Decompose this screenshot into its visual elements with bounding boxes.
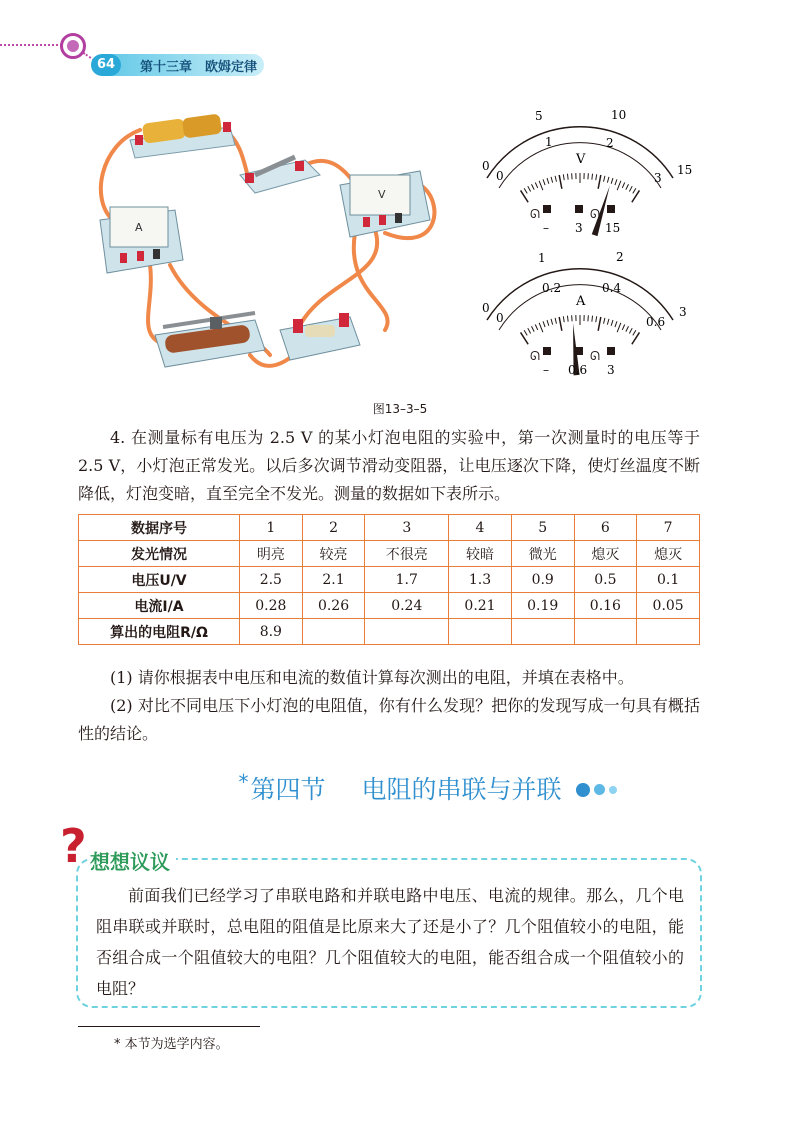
dial-tick bbox=[559, 317, 562, 331]
table-cell: 微光 bbox=[511, 541, 574, 567]
voltmeter-terminal-15: 15 bbox=[605, 221, 621, 235]
voltmeter-terminals bbox=[530, 205, 620, 235]
ammeter-inner-06: 0.6 bbox=[646, 315, 666, 329]
dial-tick bbox=[555, 176, 556, 182]
row-label: 电压U/V bbox=[79, 567, 240, 593]
voltmeter-dial bbox=[470, 108, 695, 238]
question-2: (2) 对比不同电压下小灯泡的电阻值，你有什么发现？把你的发现写成一句具有概括性的结论。 bbox=[78, 696, 700, 743]
row-label: 发光情况 bbox=[79, 541, 240, 567]
dial-tick bbox=[551, 319, 553, 325]
dial-tick bbox=[611, 178, 613, 184]
dial-tick bbox=[626, 184, 629, 189]
ammeter-terminal-minus: – bbox=[543, 363, 549, 377]
dial-tick bbox=[524, 188, 527, 193]
table-cell: 0.28 bbox=[240, 593, 303, 619]
table-cell: 2 bbox=[302, 515, 365, 541]
rheostat-icon bbox=[155, 313, 265, 367]
voltmeter-ticks bbox=[521, 173, 640, 202]
footnote-rule bbox=[78, 1026, 260, 1027]
dial-tick bbox=[626, 326, 629, 331]
terminal-screw-icon: ᘏ bbox=[590, 207, 600, 221]
svg-text:?: ? bbox=[60, 819, 87, 870]
table-cell: 1.7 bbox=[365, 567, 449, 593]
dial-tick bbox=[596, 316, 597, 322]
dial-tick bbox=[598, 317, 601, 331]
table-cell: 4 bbox=[449, 515, 512, 541]
header-ring-icon bbox=[60, 33, 86, 59]
table-row bbox=[79, 515, 700, 541]
dial-tick bbox=[598, 175, 601, 189]
table-cell: 6 bbox=[574, 515, 637, 541]
table-cell: 0.5 bbox=[574, 567, 637, 593]
dial-tick bbox=[622, 182, 624, 187]
ammeter-outer-0: 0 bbox=[482, 301, 490, 315]
ammeter-inner-0: 0 bbox=[496, 311, 504, 325]
table-cell: 1 bbox=[240, 515, 303, 541]
table-cell: 熄灭 bbox=[637, 541, 700, 567]
dial-tick bbox=[592, 316, 593, 322]
think-discuss-title: 想想议议 bbox=[88, 846, 176, 875]
table-cell: 较亮 bbox=[302, 541, 365, 567]
voltmeter-inner-2: 2 bbox=[606, 136, 614, 150]
table-cell: 0.19 bbox=[511, 593, 574, 619]
ammeter-ticks bbox=[521, 315, 640, 344]
table-row bbox=[79, 593, 700, 619]
dial-tick bbox=[524, 330, 527, 335]
dial-tick bbox=[543, 321, 545, 327]
switch-icon bbox=[240, 157, 320, 193]
dial-tick bbox=[559, 175, 562, 189]
ammeter-outer-1: 1 bbox=[538, 251, 546, 265]
voltmeter-inner-3: 3 bbox=[654, 171, 662, 185]
ammeter-dial bbox=[470, 250, 695, 380]
figure-caption: 图13–3–5 bbox=[372, 402, 428, 416]
row-label: 算出的电阻R/Ω bbox=[79, 619, 240, 645]
ammeter-unit: A bbox=[576, 294, 586, 309]
section-title: 电阻的串联与并联 bbox=[361, 775, 562, 804]
battery-icon bbox=[130, 113, 235, 158]
ammeter-terminal-06: 0.6 bbox=[568, 363, 588, 377]
dial-tick bbox=[596, 174, 597, 180]
dial-tick bbox=[539, 181, 543, 190]
think-discuss-text: 前面我们已经学习了串联电路和并联电路中电压、电流的规律。那么，几个电阻串联或并联时，总电阻的阻值是比原来大了还是小了？几个阻值较小的电阻，能否组合成一个阻值较大的电阻？几个阻值较大的电阻，能否组合成一个阻值较小的电阻？ bbox=[96, 886, 684, 998]
dial-tick bbox=[604, 318, 605, 324]
section-number: 第四节 bbox=[250, 775, 326, 804]
voltmeter-terminal-3: 3 bbox=[575, 221, 583, 235]
table-cell: 不很亮 bbox=[365, 541, 449, 567]
table-cell: 8.9 bbox=[240, 619, 303, 645]
voltmeter-inner-1: 1 bbox=[545, 135, 553, 149]
terminal-screw-icon: ᘏ bbox=[530, 349, 540, 363]
table-cell: 2.5 bbox=[240, 567, 303, 593]
section-heading bbox=[0, 770, 800, 806]
dial-tick bbox=[563, 174, 564, 180]
table-row bbox=[79, 541, 700, 567]
page-number: 64 bbox=[91, 54, 121, 76]
voltmeter-outer-0: 0 bbox=[482, 159, 490, 173]
ammeter-outer-2: 2 bbox=[616, 250, 624, 264]
row-label: 数据序号 bbox=[79, 515, 240, 541]
terminal-screw-icon: ᘏ bbox=[590, 349, 600, 363]
table-cell: 0.05 bbox=[637, 593, 700, 619]
footnote: * 本节为选学内容。 bbox=[114, 1037, 229, 1052]
voltmeter-inner-0: 0 bbox=[496, 169, 504, 183]
voltmeter-outer-15: 15 bbox=[677, 163, 693, 177]
data-table bbox=[78, 514, 700, 645]
voltmeter-terminal-minus: – bbox=[543, 221, 549, 235]
dial-tick bbox=[531, 326, 534, 331]
dial-tick bbox=[539, 323, 543, 332]
dial-tick bbox=[535, 182, 537, 187]
table-row bbox=[79, 619, 700, 645]
table-cell: 0.16 bbox=[574, 593, 637, 619]
dial-tick bbox=[567, 174, 568, 180]
table-cell: 7 bbox=[637, 515, 700, 541]
dial-tick bbox=[604, 176, 605, 182]
dial-tick bbox=[622, 324, 624, 329]
voltmeter-unit: V bbox=[576, 152, 586, 167]
dial-tick bbox=[611, 320, 613, 326]
dial-tick bbox=[615, 321, 617, 327]
voltmeter-outer-10: 10 bbox=[611, 108, 627, 122]
section-star: * bbox=[238, 770, 249, 794]
dial-tick bbox=[629, 328, 632, 333]
dial-tick bbox=[563, 316, 564, 322]
table-cell: 2.1 bbox=[302, 567, 365, 593]
dial-tick bbox=[617, 181, 621, 190]
circuit-voltmeter bbox=[340, 171, 430, 237]
table-cell: 明亮 bbox=[240, 541, 303, 567]
dial-tick bbox=[547, 178, 549, 184]
ammeter-terminal-3: 3 bbox=[607, 363, 615, 377]
dial-tick bbox=[528, 328, 531, 333]
ammeter-inner-02: 0.2 bbox=[542, 281, 562, 295]
table-cell: 较暗 bbox=[449, 541, 512, 567]
dial-tick bbox=[551, 177, 553, 183]
dial-tick bbox=[629, 186, 632, 191]
chapter-title: 第十三章 欧姆定律 bbox=[140, 60, 258, 75]
ammeter-inner-04: 0.4 bbox=[602, 281, 622, 295]
table-cell: 0.1 bbox=[637, 567, 700, 593]
dial-tick bbox=[617, 323, 621, 332]
table-cell: 0.26 bbox=[302, 593, 365, 619]
bulb-socket-icon bbox=[280, 313, 360, 360]
dial-tick bbox=[528, 186, 531, 191]
table-cell: 0.24 bbox=[365, 593, 449, 619]
question-1: (1) 请你根据表中电压和电流的数值计算每次测出的电阻，并填在表格中。 bbox=[110, 668, 634, 687]
table-cell: 3 bbox=[365, 515, 449, 541]
table-cell bbox=[449, 619, 512, 645]
table-cell bbox=[637, 619, 700, 645]
dial-tick bbox=[615, 179, 617, 185]
dial-tick bbox=[607, 177, 609, 183]
table-cell: 0.21 bbox=[449, 593, 512, 619]
terminal-screw-icon: ᘏ bbox=[530, 207, 540, 221]
table-cell bbox=[302, 619, 365, 645]
dial-tick bbox=[567, 316, 568, 322]
circuit-voltmeter-label: V bbox=[378, 188, 386, 201]
dial-tick bbox=[535, 324, 537, 329]
table-cell bbox=[511, 619, 574, 645]
table-row bbox=[79, 567, 700, 593]
table-cell: 5 bbox=[511, 515, 574, 541]
table-cell: 熄灭 bbox=[574, 541, 637, 567]
dial-tick bbox=[607, 319, 609, 325]
heading-dots-icon bbox=[576, 779, 621, 798]
circuit-illustration bbox=[95, 105, 445, 390]
ammeter-outer-3: 3 bbox=[679, 305, 687, 319]
problem-text: 4. 在测量标有电压为 2.5 V 的某小灯泡电阻的实验中，第一次测量时的电压等于 2.5 V，小灯泡正常发光。以后多次调节滑动变阻器，让电压逐次下降，使灯丝温度不断降低，灯泡变暗，直至完全不发光。测量的数据如下表所示。 bbox=[78, 428, 700, 503]
circuit-ammeter-label: A bbox=[135, 221, 143, 234]
dial-tick bbox=[555, 318, 556, 324]
dial-tick bbox=[543, 179, 545, 185]
table-cell: 0.9 bbox=[511, 567, 574, 593]
ammeter-terminals bbox=[530, 347, 615, 377]
dial-tick bbox=[547, 320, 549, 326]
dial-tick bbox=[633, 330, 636, 335]
dial-tick bbox=[592, 174, 593, 180]
table-cell bbox=[365, 619, 449, 645]
dial-tick bbox=[531, 184, 534, 189]
row-label: 电流I/A bbox=[79, 593, 240, 619]
table-cell: 1.3 bbox=[449, 567, 512, 593]
voltmeter-outer-5: 5 bbox=[535, 109, 543, 123]
header-dotted-line bbox=[0, 44, 62, 46]
dial-tick bbox=[633, 188, 636, 193]
table-cell bbox=[574, 619, 637, 645]
